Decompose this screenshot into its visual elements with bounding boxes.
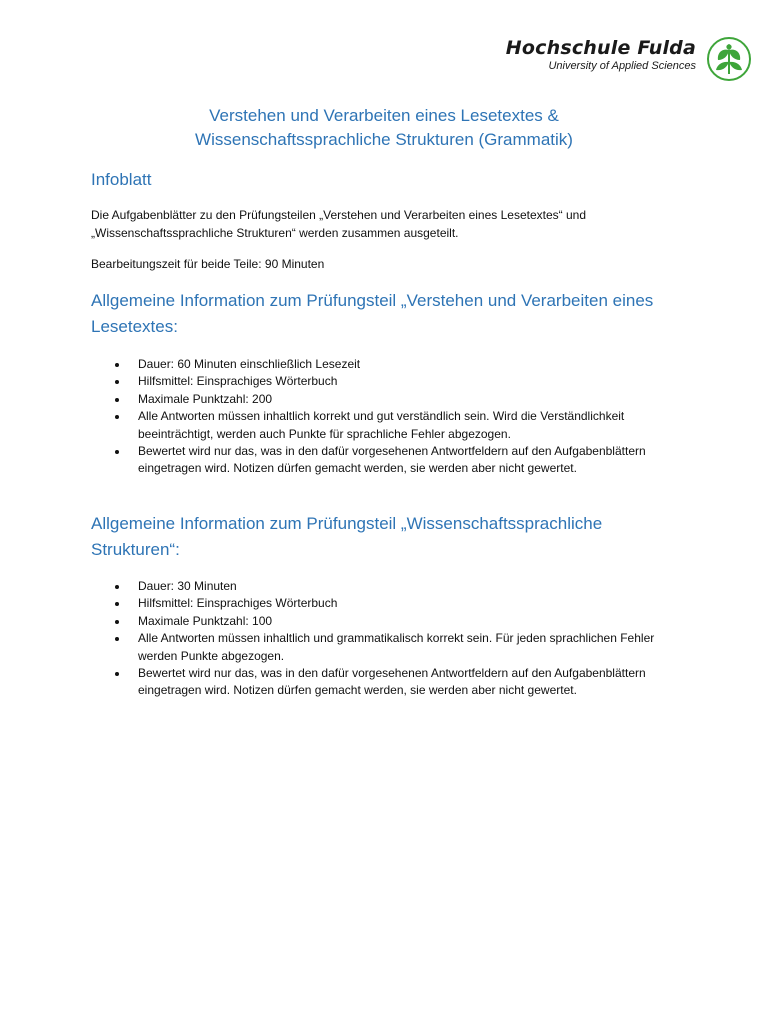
list-item [112, 613, 672, 630]
list-item-text: Dauer: 30 Minuten [138, 579, 237, 593]
bullet-icon [115, 363, 119, 367]
title-line-1: Verstehen und Verarbeiten eines Lesetextes & [209, 106, 559, 125]
list-item-text: Alle Antworten müssen inhaltlich und grammatikalisch korrekt sein. Für jeden sprachlichen Fehler werden Punkte abgezogen. [138, 631, 655, 663]
leaf-logo-icon [706, 36, 752, 82]
title-line-2: Wissenschaftssprachliche Strukturen (Grammatik) [195, 130, 573, 149]
logo-name: Hochschule Fulda [505, 37, 696, 59]
section-2-list [112, 578, 672, 700]
bullet-icon [115, 398, 119, 402]
logo-subtitle: University of Applied Sciences [548, 60, 696, 72]
list-item-text: Alle Antworten müssen inhaltlich korrekt und gut verständlich sein. Wird die Verständlichkeit beeinträchtigt, werden auch Punkte für sprachliche Fehler abgezogen. [138, 409, 625, 441]
bullet-icon [115, 637, 119, 641]
list-item-text: Bewertet wird nur das, was in den dafür vorgesehenen Antwortfeldern auf den Aufgabenblättern eingetragen wird. Notizen dürfen gemacht werden, sie werden aber nicht gewertet. [138, 666, 646, 698]
logo-text [506, 36, 696, 73]
list-item [112, 443, 672, 478]
section-1-list [112, 356, 672, 478]
list-item-text: Maximale Punktzahl: 200 [138, 391, 273, 406]
time-paragraph: Bearbeitungszeit für beide Teile: 90 Minuten [91, 257, 325, 271]
bullet-icon [115, 380, 119, 384]
list-item [112, 665, 672, 700]
list-item [112, 373, 672, 390]
list-item [112, 630, 672, 665]
list-item [112, 408, 672, 443]
bullet-icon [115, 672, 119, 676]
list-item-text: Hilfsmittel: Einsprachiges Wörterbuch [138, 596, 338, 611]
infoblatt-heading: Infoblatt [91, 170, 152, 189]
list-item [112, 595, 672, 612]
list-item-text: Maximale Punktzahl: 100 [138, 613, 273, 628]
bullet-icon [115, 602, 119, 606]
list-item [112, 578, 672, 595]
bullet-icon [115, 415, 119, 419]
bullet-icon [115, 620, 119, 624]
bullet-icon [115, 585, 119, 589]
list-item [112, 356, 672, 373]
list-item-text: Bewertet wird nur das, was in den dafür vorgesehenen Antwortfeldern auf den Aufgabenblättern eingetragen wird. Notizen dürfen gemacht werden, sie werden aber nicht gewertet. [138, 444, 646, 476]
section-1-heading: Allgemeine Information zum Prüfungsteil „Verstehen und Verarbeiten eines Lesetextes: [91, 291, 654, 336]
list-item-text: Hilfsmittel: Einsprachiges Wörterbuch [138, 374, 338, 389]
list-item [112, 391, 672, 408]
list-item-text: Dauer: 60 Minuten einschließlich Lesezeit [138, 357, 361, 371]
document-title [0, 104, 768, 152]
section-2-heading: Allgemeine Information zum Prüfungsteil „Wissenschaftssprachliche Strukturen“: [91, 514, 603, 559]
university-logo [506, 36, 752, 82]
bullet-icon [115, 450, 119, 454]
intro-paragraph: Die Aufgabenblätter zu den Prüfungsteilen „Verstehen und Verarbeiten eines Lesetextes“ und „Wissenschaftssprachliche Strukturen“ werden zusammen ausgeteilt. [91, 208, 587, 240]
